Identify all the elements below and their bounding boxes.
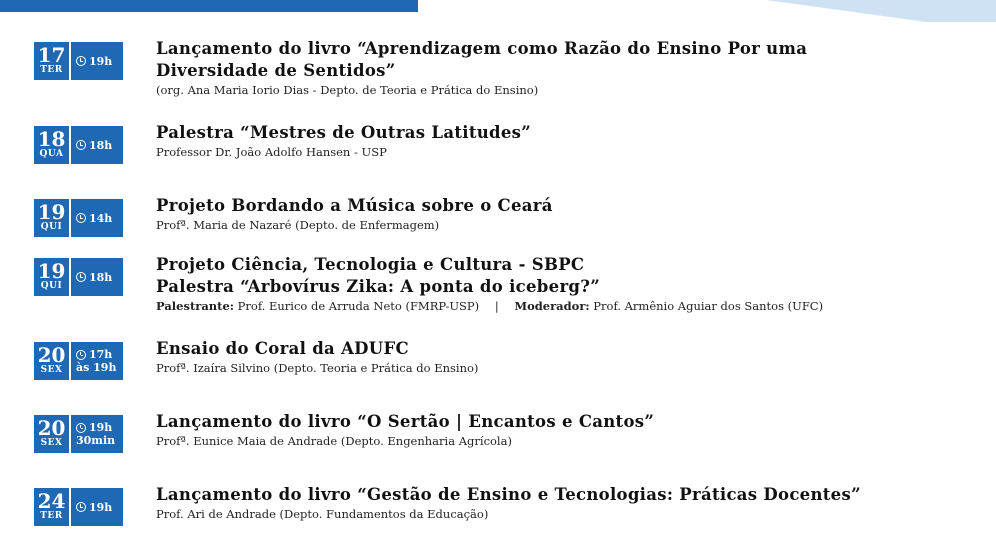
- event-subtitle: Profª. Izaíra Silvino (Depto. Teoria e Prática do Ensino): [156, 361, 479, 375]
- date-box: [34, 415, 69, 453]
- date-box: [34, 126, 69, 164]
- event-title: Palestra “Arbovírus Zika: A ponta do iceberg?”: [156, 277, 601, 296]
- event-title: Projeto Bordando a Música sobre o Ceará: [156, 196, 553, 215]
- event-title: Palestra “Mestres de Outras Latitudes”: [156, 123, 532, 142]
- event-time: 17h: [89, 348, 113, 361]
- event-title: Ensaio do Coral da ADUFC: [156, 339, 409, 358]
- event-content: [156, 411, 976, 449]
- time-box: [71, 342, 123, 380]
- event-badge: [34, 258, 123, 296]
- speaker-name: Prof. Eurico de Arruda Neto (FMRP-USP): [237, 299, 480, 313]
- event-weekday: QUA: [39, 149, 64, 159]
- event-subtitle: (org. Ana Maria Iorio Dias - Depto. de Teoria e Prática do Ensino): [156, 83, 539, 97]
- time-box: [71, 488, 123, 526]
- event-badge: [34, 415, 123, 453]
- event-time: 19h: [89, 54, 113, 68]
- event-date: 20: [37, 343, 66, 367]
- event-time-secondary: 30min: [76, 434, 116, 447]
- date-box: [34, 42, 69, 80]
- time-box: [71, 415, 123, 453]
- event-title: Projeto Ciência, Tecnologia e Cultura - SBPC: [156, 255, 585, 274]
- event-subtitle: Profª. Eunice Maia de Andrade (Depto. Engenharia Agrícola): [156, 434, 512, 448]
- time-box: [71, 126, 123, 164]
- event-content: [156, 38, 976, 98]
- event-date: 18: [37, 127, 66, 151]
- event-time-secondary: às 19h: [76, 361, 117, 374]
- clock-icon: [76, 423, 86, 433]
- date-box: [34, 258, 69, 296]
- event-speakers: [156, 298, 976, 314]
- event-time: 19h: [89, 421, 113, 434]
- event-content: [156, 195, 976, 233]
- moderator-label: Moderador:: [514, 299, 590, 313]
- date-box: [34, 488, 69, 526]
- time-box: [71, 199, 123, 237]
- event-weekday: SEX: [40, 365, 63, 375]
- time-box: [71, 258, 123, 296]
- event-badge: [34, 42, 123, 80]
- event-title: Lançamento do livro “Gestão de Ensino e Tecnologias: Práticas Docentes”: [156, 485, 861, 504]
- event-date: 19: [37, 200, 66, 224]
- speaker-label: Palestrante:: [156, 299, 235, 313]
- clock-icon: [76, 272, 86, 282]
- event-badge: [34, 199, 123, 237]
- event-time: 18h: [89, 138, 113, 152]
- clock-icon: [76, 56, 86, 66]
- event-weekday: QUI: [40, 222, 63, 232]
- event-date: 20: [37, 416, 66, 440]
- event-time: 19h: [89, 500, 113, 514]
- event-time: 18h: [89, 270, 113, 284]
- clock-icon: [76, 502, 86, 512]
- clock-icon: [76, 350, 86, 360]
- event-content: [156, 484, 976, 522]
- event-title: Lançamento do livro “Aprendizagem como Razão do Ensino Por uma: [156, 39, 808, 58]
- event-time: 14h: [89, 211, 113, 225]
- moderator-name: Prof. Armênio Aguiar dos Santos (UFC): [593, 299, 824, 313]
- event-badge: [34, 126, 123, 164]
- event-weekday: TER: [40, 65, 63, 75]
- event-weekday: QUI: [40, 281, 63, 291]
- event-content: [156, 254, 976, 314]
- event-content: [156, 338, 976, 376]
- event-content: [156, 122, 976, 160]
- event-subtitle: Profª. Maria de Nazaré (Depto. de Enfermagem): [156, 218, 440, 232]
- event-title: Diversidade de Sentidos”: [156, 61, 396, 80]
- speaker-separator: |: [494, 299, 499, 313]
- event-badge: [34, 488, 123, 526]
- event-date: 24: [37, 489, 66, 513]
- clock-icon: [76, 140, 86, 150]
- corner-decoration: [766, 0, 996, 22]
- event-subtitle: Professor Dr. João Adolfo Hansen - USP: [156, 145, 387, 159]
- header-banner: [0, 0, 418, 12]
- time-box: [71, 42, 123, 80]
- event-date: 19: [37, 259, 66, 283]
- date-box: [34, 342, 69, 380]
- event-badge: [34, 342, 123, 380]
- event-title: Lançamento do livro “O Sertão | Encantos e Cantos”: [156, 412, 655, 431]
- date-box: [34, 199, 69, 237]
- event-date: 17: [37, 43, 66, 67]
- event-weekday: TER: [40, 511, 63, 521]
- event-subtitle: Prof. Ari de Andrade (Depto. Fundamentos da Educação): [156, 507, 489, 521]
- clock-icon: [76, 213, 86, 223]
- event-weekday: SEX: [40, 438, 63, 448]
